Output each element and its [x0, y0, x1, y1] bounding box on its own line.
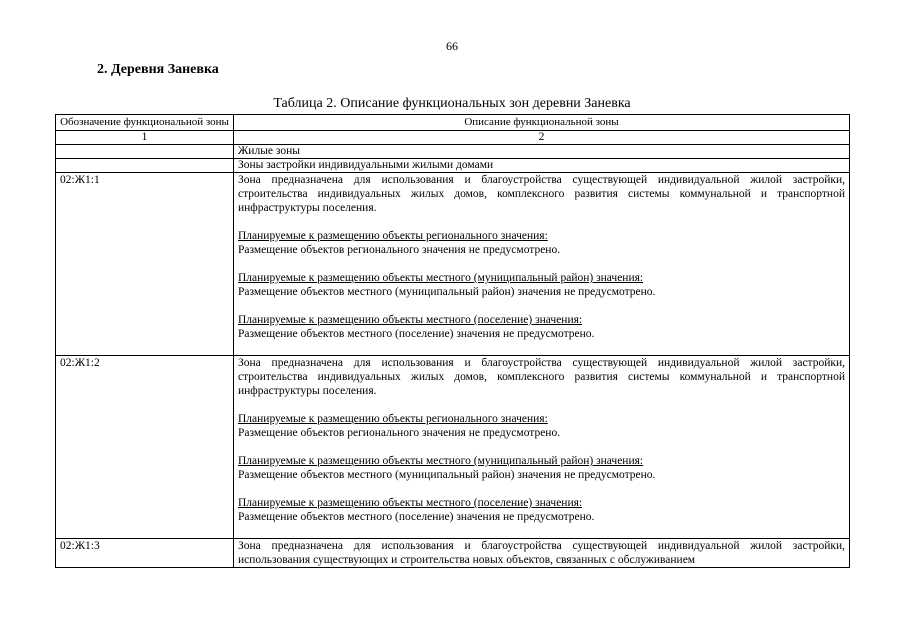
group-row-individual-housing — [56, 159, 850, 173]
settlement-objects-heading: Планируемые к размещению объекты местного (поселение) значения: — [238, 497, 583, 509]
group-row-empty-cell — [56, 145, 234, 159]
group-row-residential — [56, 145, 850, 159]
header-zone-code: Обозначение функциональной зоны — [56, 115, 234, 131]
group-row-empty-cell — [56, 159, 234, 173]
settlement-objects-text: Размещение объектов местного (поселение) значения не предусмотрено. — [238, 511, 595, 523]
regional-objects-heading: Планируемые к размещению объекты регионального значения: — [238, 230, 548, 242]
zone-purpose: Зона предназначена для использования и благоустройства существующей индивидуальной жилой застройки, строительства индивидуальных жилых домов, комплексного развития системы коммунальной и транспортной инфраструктуры поселения. — [238, 357, 845, 397]
table-caption: Таблица 2. Описание функциональных зон деревни Заневка — [273, 96, 631, 111]
settlement-objects-heading: Планируемые к размещению объекты местного (поселение) значения: — [238, 314, 583, 326]
header-zone-description: Описание функциональной зоны — [234, 115, 850, 131]
zone-purpose: Зона предназначена для использования и благоустройства существующей индивидуальной жилой застройки, использования существующих и строительства новых объектов, связанных с обслуживанием — [238, 540, 845, 566]
column-numbering-row — [56, 131, 850, 145]
regional-objects-heading: Планируемые к размещению объекты регионального значения: — [238, 413, 548, 425]
municipal-district-objects-text: Размещение объектов местного (муниципальный район) значения не предусмотрено. — [238, 286, 656, 298]
zone-code: 02:Ж1:1 — [56, 173, 234, 356]
regional-objects-text: Размещение объектов регионального значения не предусмотрено. — [238, 427, 561, 439]
group-row-label: Жилые зоны — [234, 145, 850, 159]
column-number-2: 2 — [234, 131, 850, 145]
zone-code: 02:Ж1:2 — [56, 356, 234, 539]
table-row — [56, 539, 850, 568]
zones-table — [55, 114, 850, 568]
group-row-label: Зоны застройки индивидуальными жилыми домами — [234, 159, 850, 173]
table-header-row — [56, 115, 850, 131]
zone-description — [234, 173, 850, 356]
column-number-1: 1 — [56, 131, 234, 145]
table-row — [56, 173, 850, 356]
municipal-district-objects-heading: Планируемые к размещению объекты местного (муниципальный район) значения: — [238, 455, 644, 467]
settlement-objects-text: Размещение объектов местного (поселение) значения не предусмотрено. — [238, 328, 595, 340]
zone-purpose: Зона предназначена для использования и благоустройства существующей индивидуальной жилой застройки, строительства индивидуальных жилых домов, комплексного развития системы коммунальной и транспортной инфраструктуры поселения. — [238, 174, 845, 214]
zone-description — [234, 356, 850, 539]
table-row — [56, 356, 850, 539]
section-title: 2. Деревня Заневка — [97, 62, 219, 77]
regional-objects-text: Размещение объектов регионального значения не предусмотрено. — [238, 244, 561, 256]
municipal-district-objects-heading: Планируемые к размещению объекты местного (муниципальный район) значения: — [238, 272, 644, 284]
zone-code: 02:Ж1:3 — [56, 539, 234, 568]
zone-description — [234, 539, 850, 568]
page-number: 66 — [446, 39, 458, 53]
municipal-district-objects-text: Размещение объектов местного (муниципальный район) значения не предусмотрено. — [238, 469, 656, 481]
